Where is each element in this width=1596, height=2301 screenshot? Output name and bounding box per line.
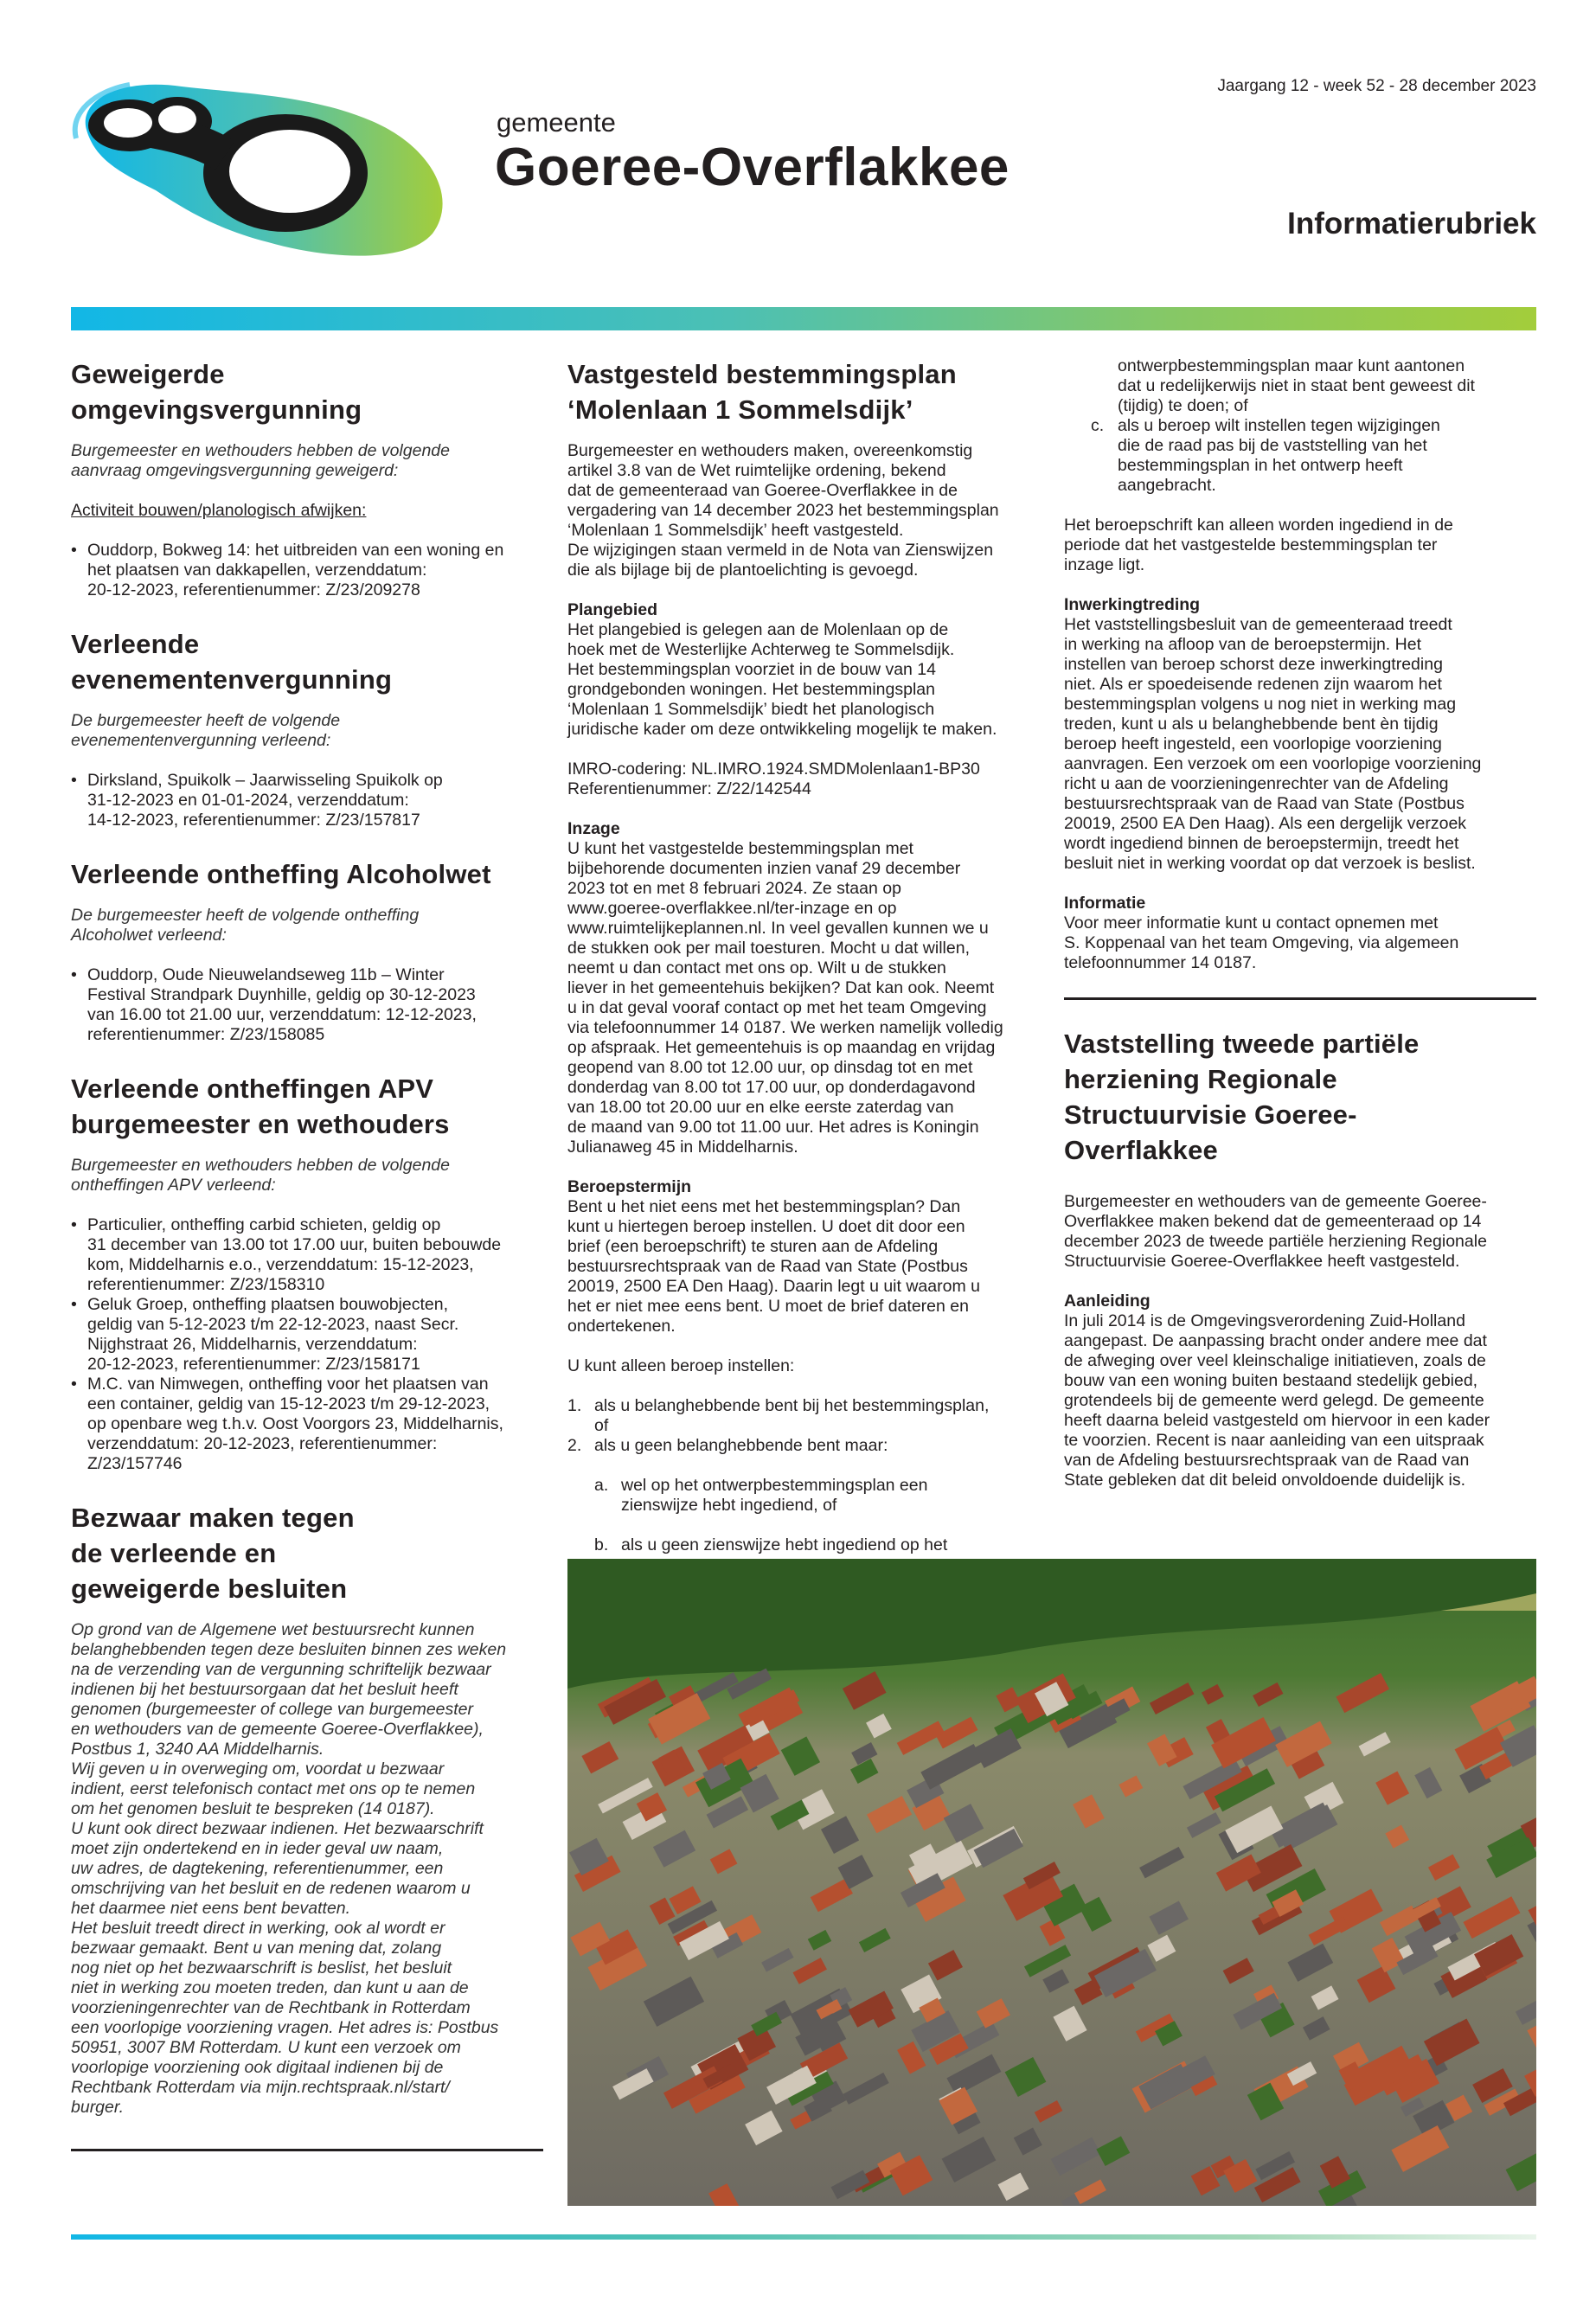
section-label: Informatierubriek [1287, 207, 1536, 240]
paragraph: Burgemeester en wethouders van de gemeente Goeree- Overflakkee maken bekend dat de gemeenteraad op 14 december 2023 de tweede partiële herziening Regionale Structuurvisie Goeree-Overflakkee heeft vastgesteld. [1064, 1192, 1487, 1271]
permit-list [71, 771, 543, 830]
section-title: Geweigerde omgevingsvergunning [71, 359, 362, 425]
section-title: Verleende evenementenvergunning [71, 629, 393, 695]
column-right [1064, 356, 1536, 1490]
paragraph: U kunt het vastgestelde bestemmingsplan met bijbehorende documenten inzien vanaf 29 december 2023 tot en met 8 februari 2024. Ze staan op www.goeree-overflakkee.nl/ter-inzage en op www.ruimtelijkeplannen.nl. In veel gevallen kunnen we u de stukken ook per mail toesturen. Mocht u dat willen, neemt u dan contact met ons op. Wilt u de stukken liever in het gemeentehuis bekijken? Dat kan ook. Neemt u in dat geval vooraf contact op met het team Omgeving via telefoonnummer 14 0187. We werken namelijk volledig op afspraak. Het gemeentehuis is op maandag en vrijdag geopend van 8.00 tot 12.00 uur, op dinsdag tot en met donderdag van 8.00 tot 17.00 uur, op donderdagavond van 18.00 tot 20.00 uur en elke eerste zaterdag van de maand van 9.00 tot 11.00 uur. Het adres is Koningin Julianaweg 45 in Middelharnis. [567, 839, 1003, 1157]
section-title: Verleende ontheffing Alcoholwet [71, 859, 491, 889]
paragraph: Burgemeester en wethouders maken, overeenkomstig artikel 3.8 van de Wet ruimtelijke ordening, bekend dat de gemeenteraad van Goeree-Overflakkee in de vergadering van 14 december 2023 het bestemmingsplan ‘Molenlaan 1 Sommelsdijk’ heeft vastgesteld. De wijzigingen staan vermeld in de Nota van Zienswijzen die als bijlage bij de plantoelichting is gevoegd. [567, 441, 999, 580]
list-item [1091, 416, 1536, 496]
subheading: Inzage [567, 819, 620, 838]
section-title: Verleende ontheffingen APV burgemeester en wethouders [71, 1074, 450, 1139]
municipality-logo [69, 78, 454, 260]
activity-subheading: Activiteit bouwen/planologisch afwijken: [71, 501, 367, 520]
paragraph: In juli 2014 is de Omgevingsverordening Zuid-Holland aangepast. De aanpassing bracht onder andere mee dat de afweging over veel kleinschalige initiatieven, zoals de bouw van een woning buiten bestaand stedelijk gebied, grotendeels bij de gemeente werd gelegd. De gemeente heeft daarna beleid vastgesteld om hiervoor in een kader te voorzien. Recent is naar aanleiding van een uitspraak van de Afdeling bestuursrechtspraak van de Raad van State gebleken dat dit beleid onvoldoende duidelijk is. [1064, 1311, 1490, 1490]
divider [1064, 997, 1536, 1000]
objection-text: Op grond van de Algemene wet bestuursrecht kunnen belanghebbenden tegen deze besluiten binnen zes weken na de verzending van de vergunning schriftelijk bezwaar indienen bij het bestuursorgaan dat het besluit heeft genomen (burgemeester of college van burgemeester en wethouders van de gemeente Goeree-Overflakkee), Postbus 1, 3240 AA Middelharnis. Wij geven u in overweging om, voordat u bezwaar indient, eerst telefonisch contact met ons op te nemen om het genomen besluit te bespreken (14 0187). U kunt ook direct bezwaar indienen. Het bezwaarschrift moet zijn ondertekend en in ieder geval uw naam, uw adres, de dagtekening, referentienummer, een omschrijving van het besluit en de redenen waarom u het daarmee niet eens bent bevatten. Het besluit treedt direct in werking, ook al wordt er bezwaar gemaakt. Bent u van mening dat, zolang nog niet op het bezwaarschrift is beslist, het besluit niet in werking zou moeten treden, dan kunt u aan de voorzieningenrechter van de Rechtbank in Rotterdam een voorlopige voorziening vragen. Het adres is: Postbus 50951, 3007 BM Rotterdam. U kunt een verzoek om voorlopige voorziening ook digitaal indienen bij de Rechtbank Rotterdam via mijn.rechtspraak.nl/start/ burger. [71, 1620, 507, 2117]
section-intro: De burgemeester heeft de volgende ontheffing Alcoholwet verleend: [71, 906, 420, 945]
subheading: Plangebied [567, 600, 658, 619]
list-letter: a. [594, 1476, 609, 1495]
paragraph: Voor meer informatie kunt u contact opnemen met S. Koppenaal van het team Omgeving, via algemeen telefoonnummer 14 0187. [1064, 913, 1459, 972]
list-letter: b. [594, 1535, 609, 1554]
permit-list [71, 541, 543, 600]
permit-list [71, 1215, 543, 1474]
list-item: • M.C. van Nimwegen, ontheffing voor het plaatsen van een container, geldig van 15-12-2023 t/m 29-12-2023, op openbare weg t.h.v. Oost Voorgors 23, Middelharnis, verzenddatum: 20-12-2023, referentienummer: Z/23/157746 [71, 1375, 543, 1474]
section-title: Vaststelling tweede partiële herziening Regionale Structuurvisie Goeree- Overflakkee [1064, 1029, 1420, 1165]
section-intro: Burgemeester en wethouders hebben de volgende aanvraag omgevingsvergunning geweigerd: [71, 441, 450, 480]
list-text: als u geen belanghebbende bent maar: [594, 1436, 888, 1455]
list-item: • Ouddorp, Oude Nieuwelandseweg 11b – Winter Festival Strandpark Duynhille, geldig op 30-12-2023 van 16.00 tot 21.00 uur, verzenddatum: 12-12-2023, referentienummer: Z/23/158085 [71, 965, 543, 1045]
list-text: wel op het ontwerpbestemmingsplan een zienswijze hebt ingediend, of [621, 1476, 928, 1515]
column-left [71, 356, 543, 2151]
paragraph: Het plangebied is gelegen aan de Molenlaan op de hoek met de Westerlijke Achterweg te Sommelsdijk. Het bestemmingsplan voorziet in de bouw van 14 grondgebonden woningen. Het bestemmingsplan ‘Molenlaan 1 Sommelsdijk’ biedt het planologisch juridische kader om deze ontwikkeling mogelijk te maken. [567, 620, 997, 739]
sub-list [1064, 416, 1536, 496]
list-continuation: ontwerpbestemmingsplan maar kunt aantonen dat u redelijkerwijs niet in staat bent geweest dit (tijdig) te doen; of [1118, 356, 1475, 415]
permit-list [71, 965, 543, 1045]
divider [71, 2149, 543, 2151]
list-text: als u belanghebbende bent bij het bestemmingsplan, of [594, 1396, 990, 1435]
list-item: • Particulier, ontheffing carbid schieten, geldig op 31 december van 13.00 tot 17.00 uur, buiten bebouwde kom, Middelharnis e.o., verzenddatum: 15-12-2023, referentienummer: Z/23/158310 [71, 1215, 543, 1295]
gradient-divider-bottom [71, 2234, 1536, 2240]
list-text: als u beroep wilt instellen tegen wijzigingen die de raad pas bij de vaststelling van het bestemmingsplan in het ontwerp heeft aangebracht. [1118, 416, 1440, 495]
paragraph: Het vaststellingsbesluit van de gemeenteraad treedt in werking na afloop van de beroepstermijn. Het instellen van beroep schorst deze inwerkingtreding niet. Als er spoedeisende redenen zijn waarom het bestemmingsplan volgens u nog niet in werking mag treden, kunt u als u belanghebbende bent èn tijdig beroep heeft ingesteld, een voorlopige voorziening aanvragen. Een verzoek om een voorlopige voorziening richt u aan de voorzieningenrechter van de Afdeling bestuursrechtspraak van de Raad van State (Postbus 20019, 2500 EA Den Haag). Als een dergelijk verzoek wordt ingediend binnen de beroepstermijn, treedt het besluit niet in werking voordat op dat verzoek is beslist. [1064, 615, 1482, 873]
logo-word-gemeente: gemeente [497, 107, 616, 138]
paragraph: U kunt alleen beroep instellen: [567, 1356, 795, 1375]
sub-list [594, 1456, 1040, 1575]
reference-codes: IMRO-codering: NL.IMRO.1924.SMDMolenlaan1-BP30 Referentienummer: Z/22/142544 [567, 760, 980, 798]
edition-info: Jaargang 12 - week 52 - 28 december 2023 [1217, 77, 1536, 95]
subheading: Informatie [1064, 894, 1146, 913]
subheading: Inwerkingtreding [1064, 595, 1201, 614]
list-item [567, 1396, 1040, 1436]
subheading: Beroepstermijn [567, 1177, 692, 1196]
column-middle [567, 356, 1040, 1595]
list-item: • Geluk Groep, ontheffing plaatsen bouwobjecten, geldig van 5-12-2023 t/m 22-12-2023, naast Secr. Nijghstraat 26, Middelharnis, verzenddatum: 20-12-2023, referentienummer: Z/23/158171 [71, 1295, 543, 1375]
gradient-divider-top [71, 307, 1536, 330]
list-item [594, 1476, 1040, 1516]
section-intro: Burgemeester en wethouders hebben de volgende ontheffingen APV verleend: [71, 1156, 450, 1195]
aerial-village-photo [567, 1559, 1536, 2206]
list-number: 1. [567, 1396, 582, 1415]
list-text: als u geen zienswijze hebt ingediend op het [621, 1535, 948, 1554]
list-item: • Dirksland, Spuikolk – Jaarwisseling Spuikolk op 31-12-2023 en 01-01-2024, verzenddatum: 14-12-2023, referentienummer: Z/23/157817 [71, 771, 543, 830]
section-title: Vastgesteld bestemmingsplan ‘Molenlaan 1 Sommelsdijk’ [567, 359, 957, 425]
list-item [594, 1535, 1040, 1555]
paragraph: Het beroepschrift kan alleen worden ingediend in de periode dat het vastgestelde bestemmingsplan ter inzage ligt. [1064, 516, 1453, 574]
logo-wordmark: Goeree-Overflakkee [495, 138, 1010, 197]
section-title: Bezwaar maken tegen de verleende en geweigerde besluiten [71, 1503, 355, 1604]
subheading: Aanleiding [1064, 1292, 1151, 1311]
list-letter: c. [1091, 416, 1105, 435]
list-number: 2. [567, 1436, 582, 1455]
paragraph: Bent u het niet eens met het bestemmingsplan? Dan kunt u hiertegen beroep instellen. U doet dit door een brief (een beroepschrift) te sturen aan de Afdeling bestuursrechtspraak van de Raad van State (Postbus 20019, 2500 EA Den Haag). Daarin legt u uit waarom u het er niet mee eens bent. U moet de brief dateren en ondertekenen. [567, 1197, 980, 1336]
list-item: • Ouddorp, Bokweg 14: het uitbreiden van een woning en het plaatsen van dakkapellen, verzenddatum: 20-12-2023, referentienummer: Z/23/209278 [71, 541, 543, 600]
section-intro: De burgemeester heeft de volgende evenementenvergunning verleend: [71, 711, 341, 750]
